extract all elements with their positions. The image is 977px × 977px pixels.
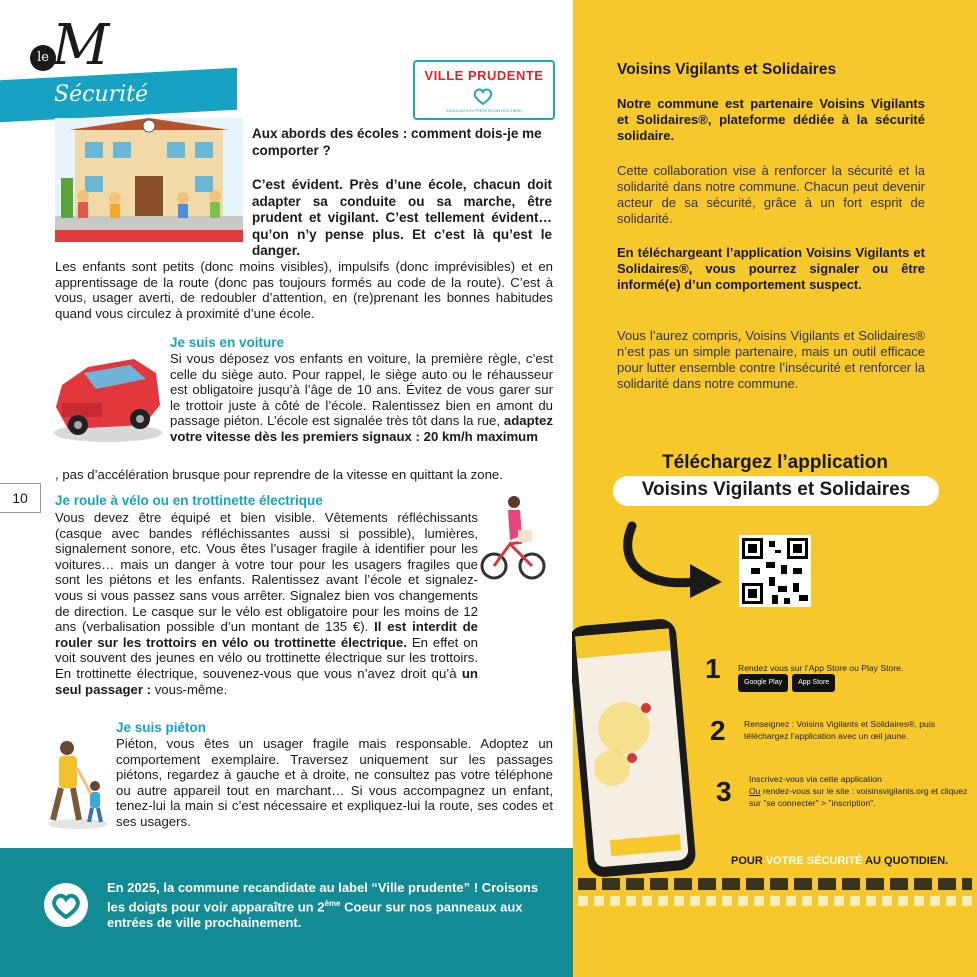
ville-prudente-logo <box>413 60 555 120</box>
step-2-number: 2 <box>710 715 726 746</box>
pieton-title: Je suis piéton <box>116 720 207 735</box>
section-title: Sécurité <box>54 82 148 107</box>
voiture-body1: Si vous déposez vos enfants en voiture, la première règle, c’est celle du siège auto. Pour rappel, le siège auto ou le réhausseur est obligatoire jusqu’à l’âge de 10 ans. Évitez de vous garer sur le trottoir juste à côté de l’école. Ralentissez bien en amont du passage piéton. L’école est signalée très tôt dans la rue, <box>170 351 553 429</box>
intro-bold: C’est évident. Près d’une école, chacun doit adapter sa conduite ou sa marche, être prudent et vigilant. C’est tellement évident… qu’on n’y pense plus. Et c’est là qu’est le danger. <box>252 177 552 258</box>
school-illustration <box>55 118 243 242</box>
velo-title: Je roule à vélo ou en trottinette électrique <box>55 493 323 508</box>
page-number: 10 <box>0 483 41 513</box>
qr-code[interactable] <box>739 535 811 607</box>
logo-m: M <box>52 13 110 78</box>
download-title: Téléchargez l’application <box>662 452 888 473</box>
bottom-sup: ème <box>324 899 341 908</box>
slogan <box>731 855 948 867</box>
velo-bold1: Il est interdit de rouler sur les trottoirs en vélo ou trottinette électrique. <box>55 619 478 650</box>
decorative-stripes-2 <box>578 896 972 906</box>
ville-prudente-subtitle: ASSOCIATION PRÉVENTION ROUTIÈRE <box>446 108 522 113</box>
slogan-3: AU QUOTIDIEN. <box>865 855 949 867</box>
slogan-2: VOTRE SÉCURITÉ <box>765 855 863 867</box>
right-p2: Cette collaboration vise à renforcer la sécurité et la solidarité dans notre commune. Chacun peut devenir acteur de sa sécurité, grâce à un fort esprit de solidarité. <box>617 163 925 226</box>
app-store-button[interactable]: App Store <box>792 674 835 692</box>
step-3-text <box>749 773 973 809</box>
pieton-body: Piéton, vous êtes un usager fragile mais responsable. Adoptez un comportement exemplaire. Traversez uniquement sur les passages piétons, regardez à gauche et à droite, ne consultez pas votre téléphone ou autre appareil tout en marchant… Si vous accompagnez un enfant, tenez-lui la main si c’est nécessaire et expliquez-lui la route, ses codes et ses usagers. <box>116 736 553 829</box>
bottom-announcement <box>107 880 557 931</box>
arrow-icon <box>618 518 728 598</box>
velo-body3: vous-même. <box>154 681 228 697</box>
heart-icon <box>44 883 88 927</box>
voiture-bold: adaptez votre vitesse dès les premiers signaux : 20 km/h maximum <box>170 413 553 444</box>
bottom-text1: En 2025, la commune recandidate au label “Ville prudente” ! Croisons les doigts pour voir apparaître un 2 <box>107 880 539 915</box>
heart-icon <box>473 88 493 106</box>
voiture-body <box>170 351 553 445</box>
bike-illustration <box>480 492 546 584</box>
pedestrian-illustration <box>45 738 111 830</box>
step-1-text <box>738 662 918 692</box>
heart-badge <box>44 883 88 927</box>
intro-question: Aux abords des écoles : comment dois-je me comporter ? <box>252 126 542 158</box>
phone-mockup <box>572 618 700 880</box>
step-3-ou: Ou <box>749 786 761 796</box>
velo-bold2: un seul passager : <box>55 665 478 697</box>
slogan-1: POUR <box>731 855 763 867</box>
car-illustration <box>48 345 166 445</box>
voiture-title: Je suis en voiture <box>170 335 285 350</box>
app-name-pill <box>613 476 939 506</box>
step-3-rest: rendez-vous sur le site : voisinsvigilants.org et cliquez sur "se connecter" > "inscription". <box>749 786 968 808</box>
step-3-intro: Inscrivez-vous via cette application <box>749 774 882 784</box>
magazine-logo <box>14 10 110 78</box>
step-2-text: Renseignez : Voisins Vigilants et Solidaires®, puis téléchargez l’application avec un œil jaune. <box>744 719 936 741</box>
decorative-stripes <box>578 878 972 890</box>
google-play-button[interactable]: Google Play <box>738 674 788 692</box>
step-3-number: 3 <box>716 776 732 807</box>
intro-body: Les enfants sont petits (donc moins visibles), impulsifs (donc imprévisibles) et en apprentissage de la route (donc pas toujours formés au code de la route). C’est à vous, usager averti, de redoubler d’attention, en (re)prenant les bonnes habitudes quand vous circulez à proximité d’une école. <box>55 259 553 321</box>
ville-prudente-title: VILLE PRUDENTE <box>424 68 544 83</box>
step-1-number: 1 <box>705 653 721 684</box>
right-p3: En téléchargeant l’application Voisins Vigilants et Solidaires®, vous pourrez signaler ou être informé(e) d’un comportement suspect. <box>617 245 925 292</box>
velo-body2: En effet on voit souvent des jeunes en vélo ou trottinette électrique sur les trottoirs. En trottinette électrique, souvenez-vous que vous n’avez droit qu’à <box>55 634 478 681</box>
right-p4: Vous l’aurez compris, Voisins Vigilants et Solidaires® n’est pas un simple partenaire, mais un outil efficace pour lutter ensemble contre l’insécurité et renforcer la solidarité dans notre commune. <box>617 328 925 391</box>
velo-body1 <box>55 510 478 697</box>
step-1-label: Rendez vous sur l’App Store ou Play Store. <box>738 663 904 673</box>
velo-body1-text: Vous devez être équipé et bien visible. Vêtements réfléchissants (casque avec bandes réfléchissantes aussi si possible), lumières, signalement sonore, etc. Vous êtes l’usager fragile à identifier pour les voitures… mais un danger à votre tour pour les usagers fragiles que sont les piétons et les enfants. Ralentissez avant l’école et signalez-vous si vous passez sans vous arrêter. Signalez bien vos changements de direction. Le casque sur le vélo est obligatoire pour les moins de 12 ans (verbalisation possible d’un montant de 135 €). <box>55 510 478 635</box>
voiture-body2: , pas d’accélération brusque pour reprendre de la vitesse en quittant la zone. <box>55 467 503 482</box>
right-title: Voisins Vigilants et Solidaires <box>617 61 837 78</box>
bottom-text2: Coeur sur nos panneaux aux entrées de ville prochainement. <box>107 899 523 931</box>
right-p1: Notre commune est partenaire Voisins Vigilants et Solidaires®, plateforme dédiée à la sécurité solidaire. <box>617 96 925 143</box>
logo-le: le <box>30 45 56 71</box>
app-name: Voisins Vigilants et Solidaires <box>641 479 911 500</box>
